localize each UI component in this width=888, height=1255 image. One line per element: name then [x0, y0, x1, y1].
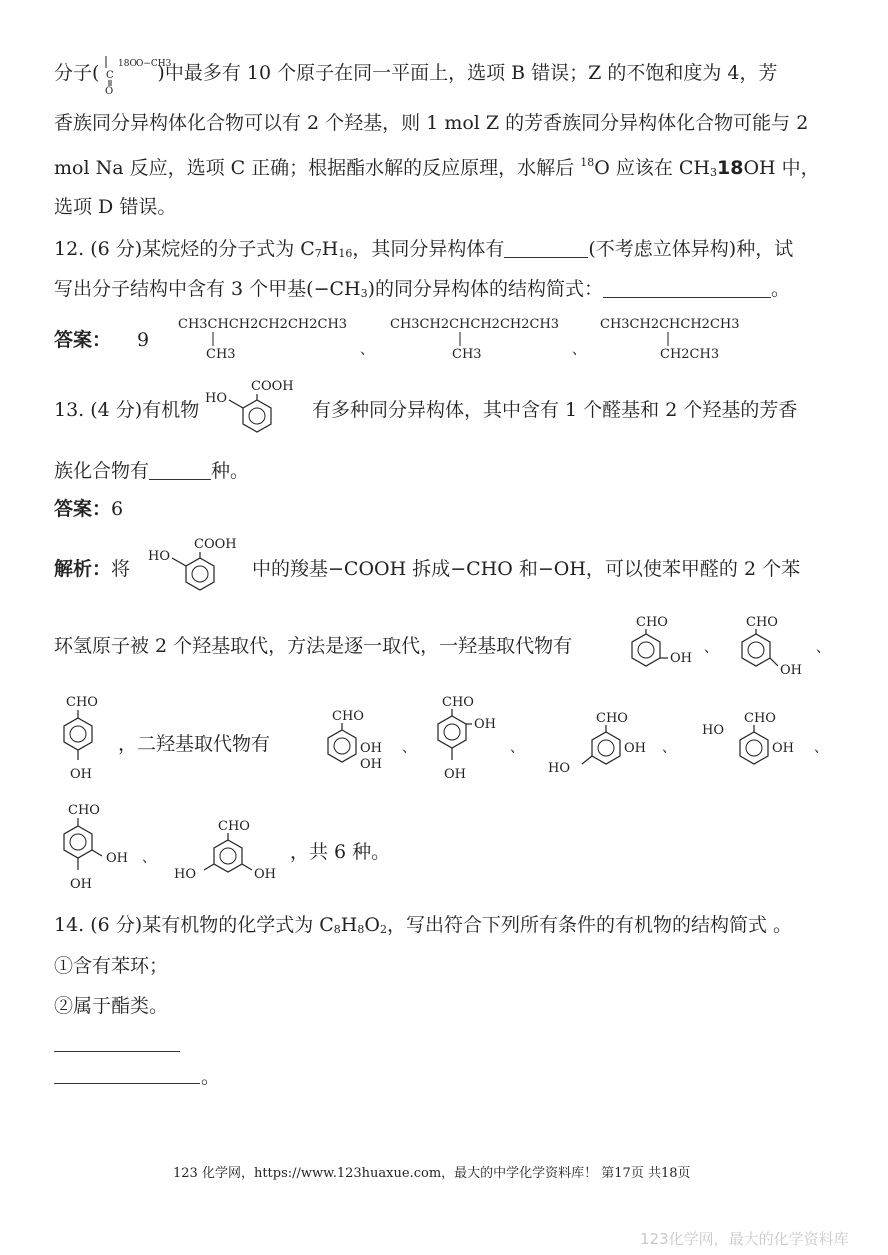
- q14-c: O: [364, 914, 380, 936]
- di23-cho-label: CHO: [332, 709, 364, 724]
- dihydroxy-row-2: [56, 800, 292, 896]
- ester-fragment-structure: [92, 54, 172, 97]
- answer-13-value: 6: [111, 498, 124, 520]
- separator-1: 、: [360, 342, 374, 358]
- di34-oh1-label: OH: [106, 851, 128, 866]
- salicylic-acid-structure-2: [148, 534, 253, 602]
- di25-oh2-bond: [582, 756, 592, 764]
- q12-a: 12. (6 分)某烷烃的分子式为 C: [54, 238, 315, 260]
- di23-ring: [328, 730, 356, 762]
- dihydroxy-row-1: [318, 692, 838, 792]
- answer-12-structures: [178, 314, 818, 364]
- q14-d: ，写出符合下列所有条件的有机物的结构简式 。: [386, 914, 792, 936]
- q12-c: ，其同分异构体有: [352, 238, 505, 260]
- di26-aromatic-circle: [746, 740, 762, 756]
- q12-end: 。: [771, 278, 791, 300]
- separator-mono-2: 、: [816, 640, 830, 656]
- para-oh-label: OH: [70, 767, 92, 782]
- di23-oh2-label: OH: [360, 757, 382, 772]
- ortho-oh-label: OH: [670, 651, 692, 666]
- question-14-line-1: [54, 916, 792, 935]
- q12-sub1: 7: [314, 247, 322, 260]
- salicylic-oh-bond: [229, 400, 243, 408]
- di35-oh-bond: [242, 864, 252, 870]
- line-4: 选项 D 错误。: [54, 196, 177, 218]
- di25-oh1-label: OH: [624, 741, 646, 756]
- ester-o18-label: 18O: [118, 59, 137, 69]
- meta-oh-label: OH: [780, 663, 802, 678]
- di24-aromatic-circle: [444, 724, 460, 740]
- ortho-aromatic-circle: [638, 642, 654, 658]
- salicylic2-cooh-label: COOH: [194, 537, 237, 552]
- structure-2-main: CH3CH2CHCH2CH2CH3: [390, 317, 560, 332]
- di26-cho-label: CHO: [744, 711, 776, 726]
- separator-di-3: 、: [662, 740, 676, 756]
- watermark-text: 123化学网，最大的化学资料库: [640, 1230, 849, 1248]
- answer-12-label: 答案：: [54, 329, 112, 351]
- separator-di-5: 、: [142, 850, 156, 866]
- salicylic-benzene-ring: [243, 400, 271, 432]
- salicylic2-aromatic-circle: [192, 566, 208, 582]
- separator-2: 、: [572, 342, 586, 358]
- line-1-prefix: 分子(: [54, 62, 100, 84]
- ortho-ring: [632, 634, 660, 666]
- di34-oh1-bond: [92, 850, 102, 856]
- para-aromatic-circle: [70, 726, 86, 742]
- di25-ho-label: HO: [548, 761, 570, 776]
- di34-aromatic-circle: [70, 834, 86, 850]
- salicylic2-benzene-ring: [186, 558, 214, 590]
- q12-e: 写出分子结构中含有 3 个甲基(−CH: [54, 278, 361, 300]
- analysis-line-1a: [54, 560, 130, 579]
- question-12-line-1: [54, 239, 793, 259]
- q12-sub3: 3: [360, 287, 368, 300]
- meta-ring: [742, 634, 770, 666]
- separator-di-2: 、: [510, 740, 524, 756]
- structure-2-branch: CH3: [452, 347, 482, 362]
- analysis-line-1b: 中的羧基−COOH 拆成−CHO 和−OH，可以使苯甲醛的 2 个苯: [252, 558, 801, 580]
- salicylic-cooh-label: COOH: [251, 379, 294, 394]
- q14-sub2: 8: [357, 923, 365, 936]
- q12-structure-blank[interactable]: [603, 279, 771, 298]
- di23-oh1-label: OH: [360, 741, 382, 756]
- question-13-line-2: [54, 461, 249, 481]
- line-3-sub: 3: [710, 166, 717, 179]
- structure-3-branch: CH2CH3: [660, 347, 720, 362]
- question-12-line-2: [54, 279, 790, 299]
- di35-ring: [214, 840, 242, 872]
- line-3: [54, 157, 820, 178]
- line-3-sup: 18: [580, 156, 595, 169]
- di25-cho-label: CHO: [596, 711, 628, 726]
- ester-och3-label: O−CH3: [136, 59, 172, 69]
- ester-oxygen-label: O: [105, 86, 114, 97]
- analysis-line-2: 环氢原子被 2 个羟基取代，方法是逐一取代，一羟基取代物有: [54, 635, 573, 657]
- answer-13-label: 答案：: [54, 498, 112, 520]
- answer-13: [54, 500, 123, 519]
- q12-sub2: 16: [338, 247, 353, 260]
- di26-ring: [740, 732, 768, 764]
- q14-answer-blank-1[interactable]: [54, 1051, 180, 1052]
- q12-b: H: [321, 238, 339, 260]
- analysis-label: 解析：: [54, 558, 112, 580]
- answer-12-value: 9: [137, 329, 150, 351]
- meta-aromatic-circle: [748, 642, 764, 658]
- question-13-line-1a: 13. (4 分)有机物: [54, 399, 200, 421]
- di34-cho-label: CHO: [68, 803, 100, 818]
- di35-ho-bond: [204, 864, 214, 870]
- separator-mono-1: 、: [704, 640, 718, 656]
- di25-ring: [592, 732, 620, 764]
- q14-sub3: 2: [379, 923, 387, 936]
- question-13-line-1b: 有多种同分异构体，其中含有 1 个醛基和 2 个羟基的芳香: [312, 399, 798, 421]
- salicylic-ho-label: HO: [205, 391, 227, 406]
- analysis-line-3: ，二羟基取代物有: [118, 733, 271, 755]
- q12-d: (不考虑立体异构)种，试: [588, 238, 794, 260]
- line-3-bold18: 18: [717, 157, 744, 179]
- di23-aromatic-circle: [334, 738, 350, 754]
- structure-3-main: CH3CH2CHCH2CH3: [600, 317, 740, 332]
- analysis-conclusion: ，共 6 种。: [290, 841, 391, 863]
- analysis-a: 将: [111, 558, 131, 580]
- q14-end: 。: [201, 1066, 221, 1088]
- di34-ring: [64, 826, 92, 858]
- di35-ho-label: HO: [174, 867, 196, 882]
- salicylic2-oh-bond: [172, 558, 186, 566]
- di24-ring: [438, 716, 466, 748]
- line-2: 香族同分异构体化合物可以有 2 个羟基，则 1 mol Z 的芳香族同分异构体化合物可能与 2: [54, 112, 809, 134]
- di35-aromatic-circle: [220, 848, 236, 864]
- ester-carbon-label: C: [106, 70, 114, 81]
- question-14-condition-2: ②属于酯类。: [54, 995, 169, 1017]
- di35-cho-label: CHO: [218, 819, 250, 834]
- q13-answer-blank[interactable]: [149, 461, 211, 480]
- para-ring: [64, 718, 92, 750]
- separator-di-4: 、: [814, 740, 828, 756]
- q12-answer-blank[interactable]: [504, 239, 588, 258]
- di26-oh-label: OH: [772, 741, 794, 756]
- salicylic-aromatic-circle: [249, 408, 265, 424]
- salicylic-acid-structure: [205, 376, 310, 444]
- q13-d: 种。: [211, 460, 250, 482]
- q14-a: 14. (6 分)某有机物的化学式为 C: [54, 914, 334, 936]
- di34-oh2-label: OH: [70, 877, 92, 892]
- q12-f: )的同分异构体的结构简式：: [367, 278, 604, 300]
- page-footer: 123 化学网，https://www.123huaxue.com，最大的中学化学资料库！ 第17页 共18页: [173, 1166, 691, 1181]
- para-cho-label: CHO: [66, 695, 98, 710]
- separator-di-1: 、: [402, 740, 416, 756]
- di24-oh1-label: OH: [474, 717, 496, 732]
- line-1-suffix: )中最多有 10 个原子在同一平面上，选项 B 错误；Z 的不饱和度为 4，芳: [157, 62, 778, 84]
- line-3-c: OH 中，: [743, 157, 820, 179]
- structure-1-main: CH3CHCH2CH2CH2CH3: [178, 317, 348, 332]
- di25-aromatic-circle: [598, 740, 614, 756]
- question-14-condition-1: ①含有苯环；: [54, 955, 169, 977]
- para-hydroxybenzaldehyde: [56, 692, 116, 788]
- structure-1-branch: CH3: [206, 347, 236, 362]
- q14-answer-blank-2[interactable]: [54, 1083, 200, 1084]
- meta-cho-label: CHO: [746, 615, 778, 630]
- di24-cho-label: CHO: [442, 695, 474, 710]
- salicylic2-ho-label: HO: [148, 549, 170, 564]
- line-3-a: mol Na 反应，选项 C 正确；根据酯水解的反应原理，水解后: [54, 157, 581, 179]
- monohydroxy-row-1: [620, 612, 830, 682]
- di35-oh-label: OH: [254, 867, 276, 882]
- q14-b: H: [340, 914, 358, 936]
- ortho-cho-label: CHO: [636, 615, 668, 630]
- line-3-b: O 应该在 CH: [594, 157, 710, 179]
- di24-oh2-label: OH: [444, 767, 466, 782]
- di26-ho-label: HO: [702, 723, 724, 738]
- meta-oh-bond: [770, 658, 778, 666]
- q13-c: 族化合物有: [54, 460, 150, 482]
- q14-sub1: 8: [333, 923, 341, 936]
